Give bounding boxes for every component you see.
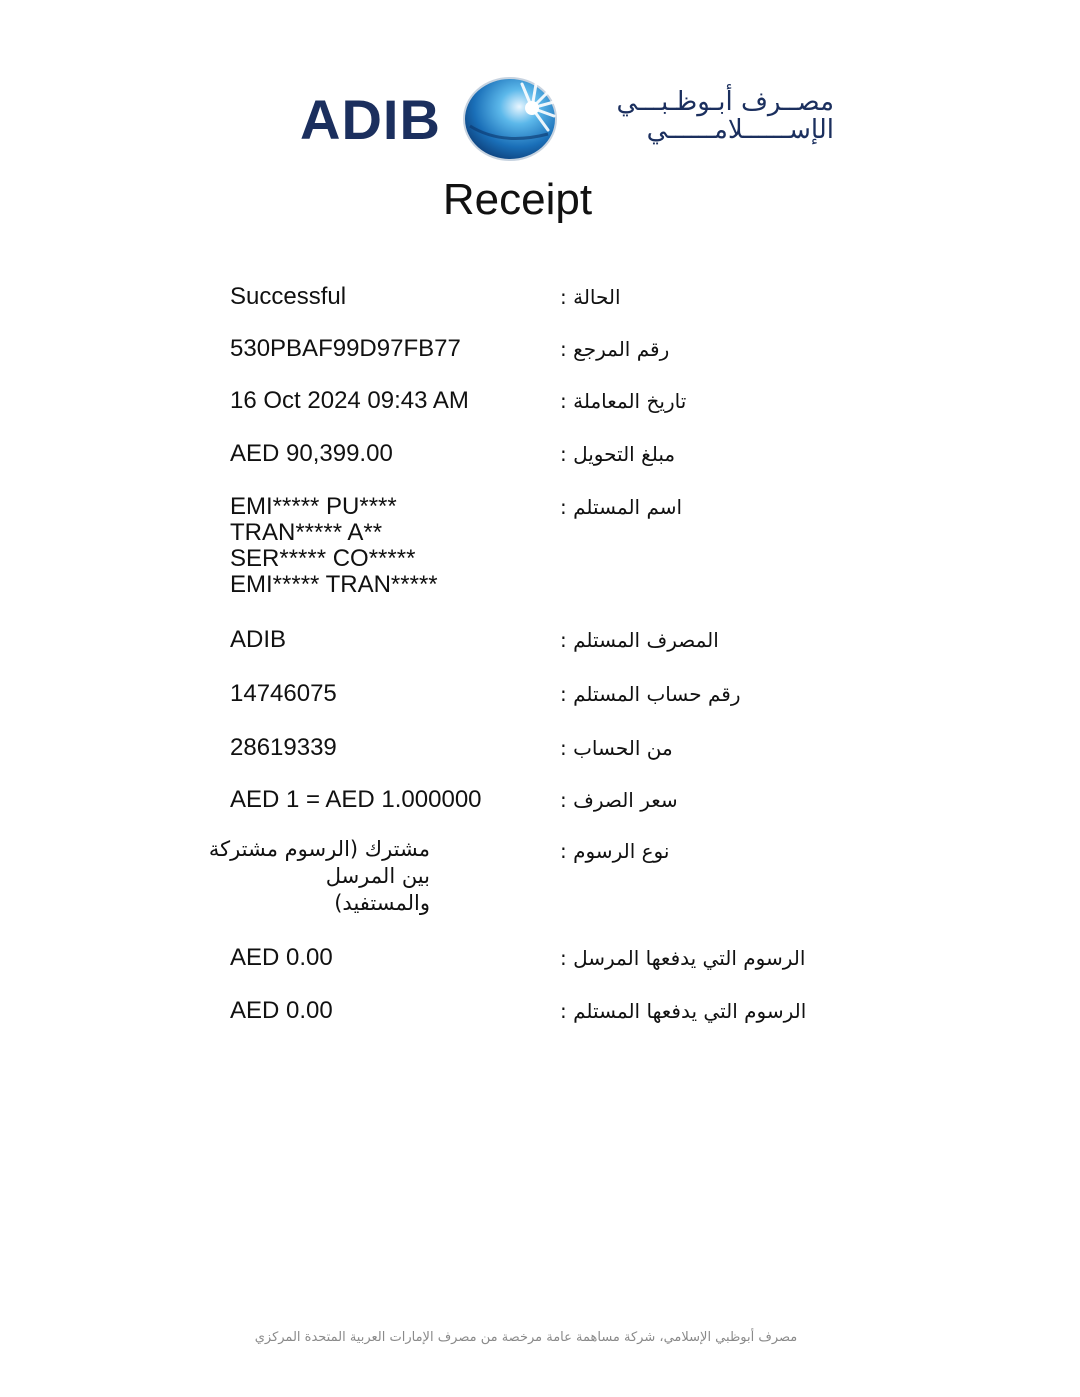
detail-value-line: AED 1 = AED 1.000000 <box>230 786 482 813</box>
detail-value <box>230 494 600 598</box>
detail-value-line: ADIB <box>230 626 287 653</box>
detail-value <box>230 627 600 653</box>
detail-label-text: مبلغ التحويل : <box>560 442 676 466</box>
logo-text-en: ADIB <box>300 88 441 151</box>
detail-label-text: سعر الصرف : <box>560 788 678 812</box>
logo-text-ar-line1: مصــرف أبـوظـبـــي <box>616 87 834 117</box>
detail-label-text: اسم المستلم : <box>560 495 683 519</box>
detail-value <box>230 787 600 813</box>
detail-label <box>560 441 840 467</box>
detail-label <box>560 838 840 864</box>
detail-label <box>560 945 840 971</box>
detail-label <box>560 284 840 310</box>
detail-value-line: Successful <box>230 283 347 310</box>
detail-value <box>230 441 600 467</box>
detail-value-line: AED 0.00 <box>230 997 333 1024</box>
detail-label-text: تاريخ المعاملة : <box>560 389 687 413</box>
detail-value-line: TRAN***** A** <box>230 519 383 546</box>
detail-value-line: 14746075 <box>230 680 337 707</box>
detail-value-line: بين المرسل <box>325 864 430 888</box>
detail-value-line: EMI***** PU**** <box>230 493 397 520</box>
detail-value <box>230 735 600 761</box>
detail-label-text: الرسوم التي يدفعها المرسل : <box>560 946 806 970</box>
logo-text-ar-line2: الإســــــلامــــــي <box>646 115 834 145</box>
detail-label-text: الحالة : <box>560 285 621 309</box>
detail-value-line: EMI***** TRAN***** <box>230 571 438 598</box>
detail-value-line: مشترك (الرسوم مشتركة <box>208 837 430 861</box>
detail-value <box>230 336 600 362</box>
adib-logo <box>298 74 838 164</box>
detail-label <box>560 735 840 761</box>
detail-value <box>230 998 600 1024</box>
detail-value <box>230 388 600 414</box>
detail-label-text: الرسوم التي يدفعها المستلم : <box>560 999 807 1023</box>
detail-value <box>230 681 600 707</box>
detail-label <box>560 787 840 813</box>
detail-value-line: SER***** CO***** <box>230 545 416 572</box>
detail-label <box>560 388 840 414</box>
detail-value <box>230 945 600 971</box>
detail-value <box>230 284 600 310</box>
detail-value-line: 16 Oct 2024 09:43 AM <box>230 387 469 414</box>
detail-value-line: AED 90,399.00 <box>230 440 393 467</box>
detail-label-text: رقم حساب المستلم : <box>560 682 741 706</box>
detail-label <box>560 681 840 707</box>
detail-value <box>208 836 430 917</box>
adib-globe-emblem-icon <box>462 76 560 162</box>
detail-value-line: 530PBAF99D97FB77 <box>230 335 461 362</box>
detail-label-text: من الحساب : <box>560 736 673 760</box>
detail-label <box>560 336 840 362</box>
detail-label <box>560 494 840 520</box>
detail-label-text: المصرف المستلم : <box>560 628 719 652</box>
footer-disclaimer: مصرف أبوظبي الإسلامي، شركة مساهمة عامة مرخصة من مصرف الإمارات العربية المتحدة المركزي <box>254 1330 798 1345</box>
page-title: Receipt <box>442 175 593 224</box>
detail-value-line: AED 0.00 <box>230 944 333 971</box>
detail-label-text: نوع الرسوم : <box>560 839 670 863</box>
detail-value-line: والمستفيد) <box>334 891 430 915</box>
detail-label-text: رقم المرجع : <box>560 337 670 361</box>
detail-value-line: 28619339 <box>230 734 337 761</box>
logo-text-ar <box>580 88 834 144</box>
detail-label <box>560 627 840 653</box>
detail-label <box>560 998 840 1024</box>
